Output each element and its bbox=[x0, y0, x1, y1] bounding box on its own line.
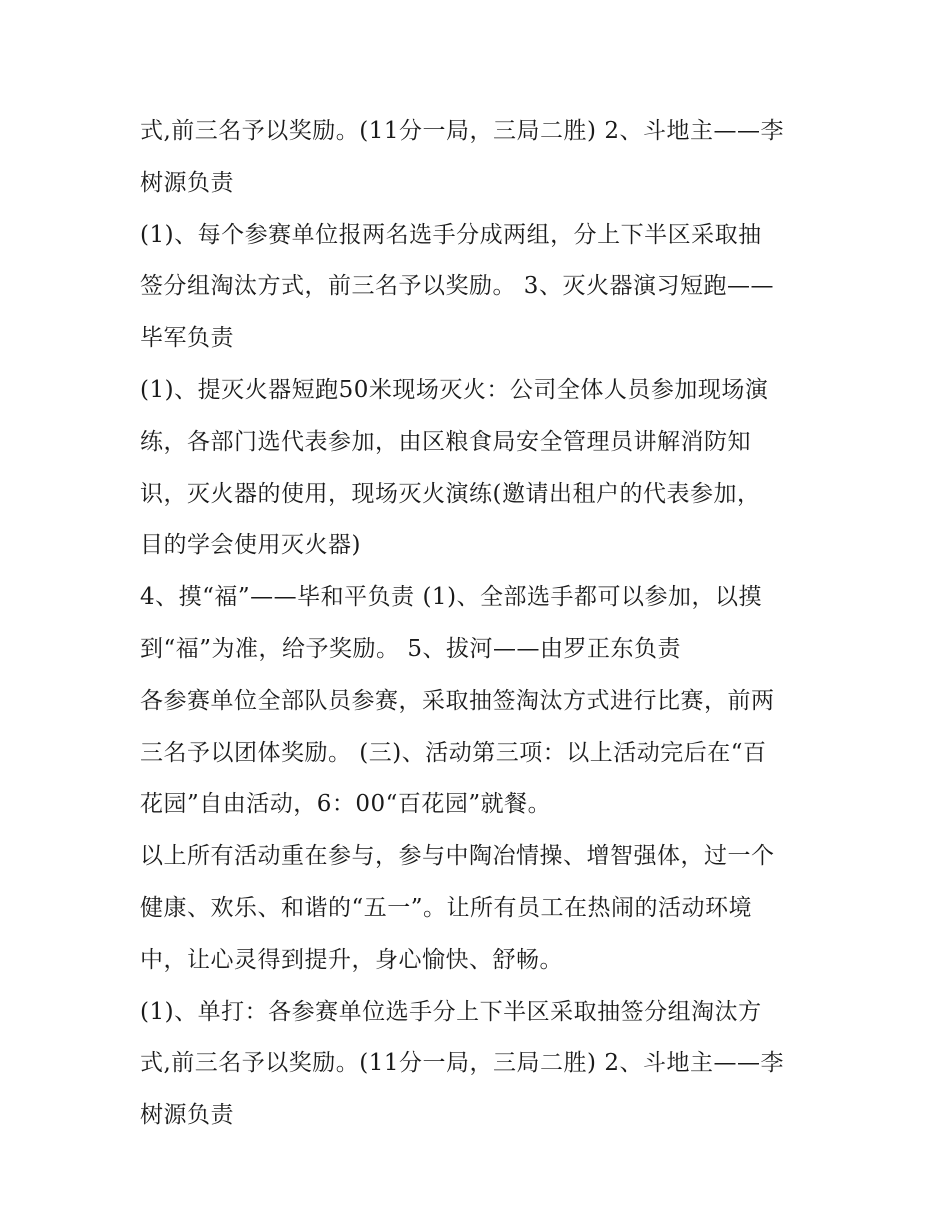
text-line: (1)、提灭火器短跑50米现场灭火：公司全体人员参加现场演 bbox=[140, 376, 769, 403]
text-line: 三名予以团体奖励。 (三)、活动第三项：以上活动完后在“百 bbox=[140, 739, 767, 766]
document-page bbox=[140, 106, 820, 1142]
text-line: (1)、每个参赛单位报两名选手分成两组，分上下半区采取抽 bbox=[140, 221, 762, 248]
text-line: 式,前三名予以奖励。(11分一局，三局二胜) 2、斗地主——李 bbox=[140, 118, 784, 144]
text-line: 树源负责 bbox=[140, 1102, 234, 1129]
text-line: 毕军负责 bbox=[140, 325, 234, 352]
text-line: 树源负责 bbox=[140, 169, 234, 196]
text-line: (1)、单打：各参赛单位选手分上下半区采取抽签分组淘汰方 bbox=[140, 998, 762, 1025]
text-line: 4、摸“福”——毕和平负责 (1)、全部选手都可以参加，以摸 bbox=[140, 584, 763, 611]
text-line: 中，让心灵得到提升，身心愉快、舒畅。 bbox=[140, 946, 563, 973]
text-line: 健康、欢乐、和谐的“五一”。让所有员工在热闹的活动环境 bbox=[140, 894, 753, 921]
text-line: 识，灭火器的使用，现场灭火演练(邀请出租户的代表参加， bbox=[140, 480, 761, 507]
text-line: 以上所有活动重在参与，参与中陶冶情操、增智强体，过一个 bbox=[140, 843, 775, 870]
text-line: 各参赛单位全部队员参赛，采取抽签淘汰方式进行比赛，前两 bbox=[140, 687, 775, 714]
text-line: 签分组淘汰方式，前三名予以奖励。 3、灭火器演习短跑—— bbox=[140, 273, 774, 300]
text-line: 式,前三名予以奖励。(11分一局，三局二胜) 2、斗地主——李 bbox=[140, 1050, 784, 1077]
text-line: 练，各部门选代表参加，由区粮食局安全管理员讲解消防知 bbox=[140, 428, 751, 455]
text-line: 目的学会使用灭火器) bbox=[140, 532, 361, 559]
text-line: 花园”自由活动，6：00“百花园”就餐。 bbox=[140, 791, 552, 818]
text-line: 到“福”为准，给予奖励。 5、拔河——由罗正东负责 bbox=[140, 635, 681, 662]
